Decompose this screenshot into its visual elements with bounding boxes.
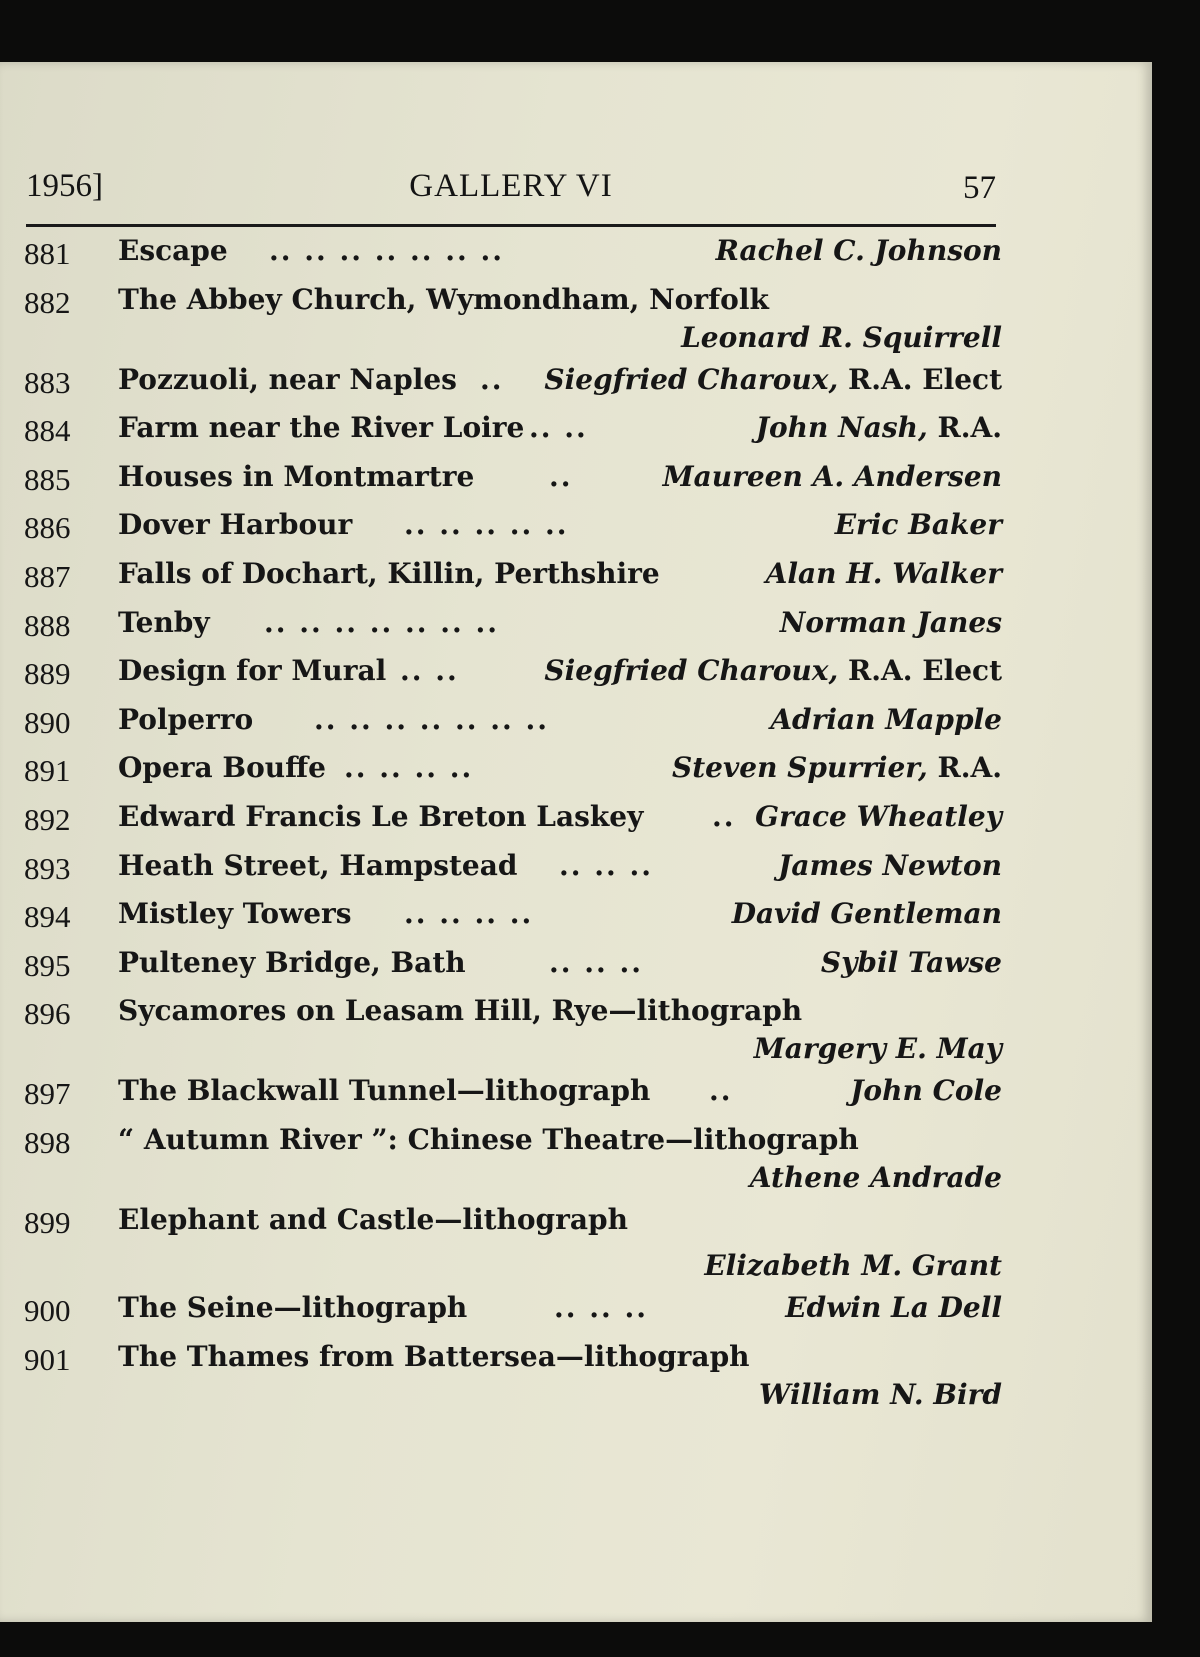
leader-dots: .. <box>480 362 504 396</box>
entry-artist: William N. Bird <box>759 1377 1002 1411</box>
entry-title: “ Autumn River ”: Chinese Theatre—lithograph <box>118 1122 859 1156</box>
entry-artist: Alan H. Walker <box>765 556 1002 590</box>
entry-title: The Blackwall Tunnel—lithograph <box>118 1074 651 1108</box>
entry-number: 899 <box>24 1204 71 1240</box>
entry-number: 885 <box>24 461 71 497</box>
catalogue-entry <box>24 1119 1002 1199</box>
entry-title: Elephant and Castle—lithograph <box>118 1202 628 1236</box>
entry-title: Polperro <box>118 702 254 736</box>
entry-number: 889 <box>24 656 71 692</box>
leader-dots: .. .. .. <box>559 848 653 882</box>
entry-artist: John Nash, R.A. <box>755 411 1002 445</box>
entry-artist: Margery E. May <box>753 1032 1002 1066</box>
entry-artist: Grace Wheatley <box>755 799 1002 833</box>
catalogue-list <box>24 230 1002 1416</box>
entry-artist: Athene Andrade <box>749 1160 1002 1194</box>
entry-title: Escape <box>118 234 228 267</box>
page-title: GALLERY VI <box>409 168 613 204</box>
entry-title: The Thames from Battersea—lithograph <box>118 1339 750 1373</box>
entry-number: 884 <box>24 413 71 449</box>
entry-artist: Norman Janes <box>779 605 1002 639</box>
entry-number: 883 <box>24 364 71 400</box>
entry-number: 896 <box>24 996 71 1032</box>
entry-title: Opera Bouffe <box>118 751 326 785</box>
entry-number: 900 <box>24 1292 71 1328</box>
entry-artist: Leonard R. Squirrell <box>681 320 1002 354</box>
entry-title: Houses in Montmartre <box>118 459 475 493</box>
catalogue-entry <box>24 553 1002 602</box>
leader-dots: .. .. <box>529 411 588 445</box>
entry-artist: Edwin La Dell <box>785 1290 1002 1324</box>
leader-dots: .. .. .. .. .. <box>404 508 569 542</box>
catalogue-entry <box>24 796 1002 845</box>
entry-artist: Rachel C. Johnson <box>715 234 1002 267</box>
entry-number: 892 <box>24 801 71 837</box>
catalogue-entry <box>24 230 1002 279</box>
book-page <box>0 62 1152 1622</box>
leader-dots: .. .. <box>400 654 459 688</box>
entry-title: Edward Francis Le Breton Laskey <box>118 799 644 833</box>
leader-dots: .. <box>549 459 573 493</box>
catalogue-entry <box>24 747 1002 796</box>
catalogue-entry <box>24 359 1002 408</box>
entry-title: Dover Harbour <box>118 508 353 542</box>
entry-artist: James Newton <box>778 848 1002 882</box>
catalogue-entry <box>24 845 1002 894</box>
catalogue-entry <box>24 1199 1002 1287</box>
entry-title: Heath Street, Hampstead <box>118 848 518 882</box>
leader-dots: .. .. .. .. .. .. .. <box>269 234 504 267</box>
entry-artist: Sybil Tawse <box>820 945 1002 979</box>
entry-title: The Abbey Church, Wymondham, Norfolk <box>118 282 769 316</box>
entry-number: 882 <box>24 284 71 320</box>
catalogue-entry <box>24 650 1002 699</box>
entry-number: 881 <box>24 236 71 271</box>
entry-artist: Steven Spurrier, R.A. <box>672 751 1002 785</box>
entry-title: Farm near the River Loire <box>118 411 525 445</box>
catalogue-entry <box>24 407 1002 456</box>
entry-title: The Seine—lithograph <box>118 1290 468 1324</box>
catalogue-entry <box>24 456 1002 505</box>
leader-dots: .. .. .. .. .. .. .. <box>264 605 499 639</box>
running-header <box>26 168 996 208</box>
entry-number: 901 <box>24 1341 71 1377</box>
entry-title: Pozzuoli, near Naples <box>118 362 457 396</box>
entry-number: 888 <box>24 607 71 643</box>
entry-artist: Eric Baker <box>834 508 1002 542</box>
catalogue-entry <box>24 990 1002 1070</box>
entry-number: 890 <box>24 704 71 740</box>
entry-number: 893 <box>24 850 71 886</box>
entry-artist: David Gentleman <box>731 897 1002 931</box>
catalogue-entry <box>24 504 1002 553</box>
entry-title: Falls of Dochart, Killin, Perthshire <box>118 556 660 590</box>
catalogue-entry <box>24 279 1002 359</box>
entry-artist: John Cole <box>850 1074 1002 1108</box>
catalogue-entry <box>24 942 1002 991</box>
entry-artist: Adrian Mapple <box>770 702 1002 736</box>
catalogue-entry <box>24 699 1002 748</box>
entry-artist: Siegfried Charoux, R.A. Elect <box>544 362 1002 396</box>
entry-number: 894 <box>24 899 71 935</box>
leader-dots: .. <box>712 799 736 833</box>
page-number: 57 <box>963 170 996 206</box>
entry-artist: Elizabeth M. Grant <box>704 1248 1002 1282</box>
entry-title: Pulteney Bridge, Bath <box>118 945 466 979</box>
catalogue-entry <box>24 602 1002 651</box>
entry-number: 887 <box>24 558 71 594</box>
leader-dots: .. .. .. <box>549 945 643 979</box>
entry-number: 898 <box>24 1124 71 1160</box>
entry-title: Design for Mural <box>118 654 387 688</box>
header-rule <box>26 224 996 227</box>
catalogue-entry <box>24 893 1002 942</box>
entry-number: 891 <box>24 753 71 789</box>
catalogue-entry <box>24 1336 1002 1416</box>
leader-dots: .. .. .. .. <box>344 751 474 785</box>
catalogue-entry <box>24 1287 1002 1336</box>
entry-artist: Siegfried Charoux, R.A. Elect <box>544 654 1002 688</box>
leader-dots: .. <box>709 1074 733 1108</box>
leader-dots: .. .. .. <box>554 1290 648 1324</box>
entry-title: Sycamores on Leasam Hill, Rye—lithograph <box>118 994 803 1028</box>
header-year: 1956] <box>26 168 103 204</box>
entry-artist: Maureen A. Andersen <box>662 459 1002 493</box>
entry-number: 897 <box>24 1076 71 1112</box>
catalogue-entry <box>24 1070 1002 1119</box>
entry-title: Tenby <box>118 605 210 639</box>
entry-title: Mistley Towers <box>118 897 352 931</box>
leader-dots: .. .. .. .. <box>404 897 534 931</box>
entry-number: 895 <box>24 947 71 983</box>
leader-dots: .. .. .. .. .. .. .. <box>314 702 549 736</box>
entry-number: 886 <box>24 510 71 546</box>
